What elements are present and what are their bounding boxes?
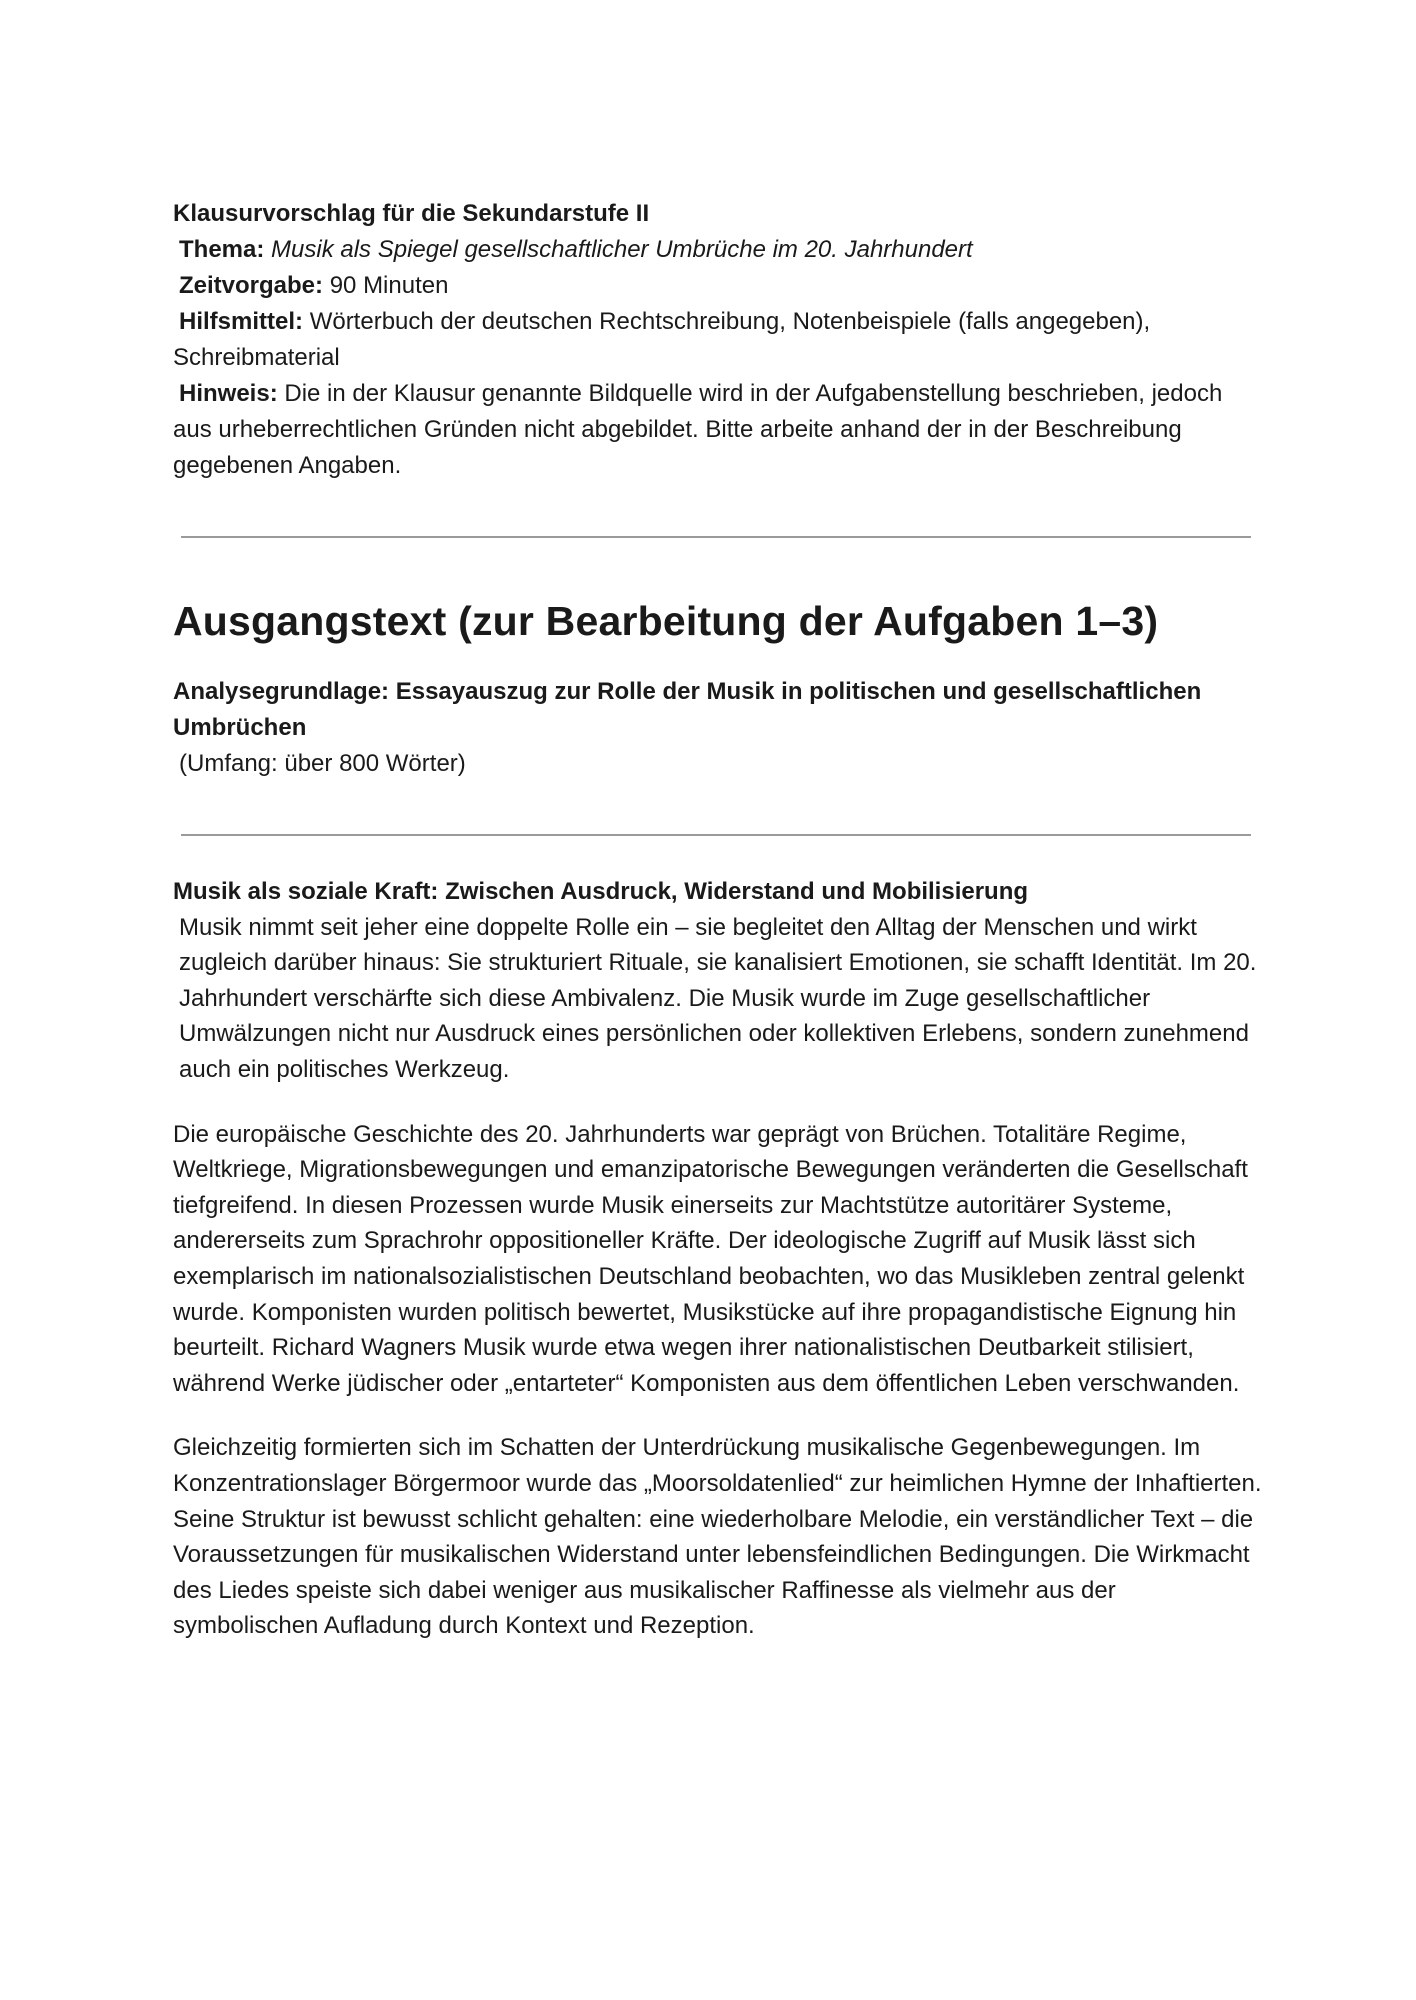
- essay-paragraph-3: Gleichzeitig formierten sich im Schatten der Unterdrückung musikalische Gegenbewegungen. Im Konzentrationslager Börgermoor wurde das „Moorsoldatenlied“ zur heimlichen Hymne der Inhaftierten. Seine Struktur ist bewusst schlicht gehalten: eine wiederholbare Melodie, ein verständlicher Text – die Voraussetzungen für musikalischen Widerstand unter lebensfeindlichen Bedingungen. Die Wirkmacht des Liedes speiste sich dabei weniger aus musikalischer Raffinesse als vielmehr aus der symbolischen Aufladung durch Kontext und Rezeption.: [173, 1434, 1262, 1640]
- umfang-note: (Umfang: über 800 Wörter): [179, 750, 466, 777]
- exam-header: [173, 196, 1263, 484]
- essay-paragraph-1: Musik nimmt seit jeher eine doppelte Rolle ein – sie begleitet den Alltag der Menschen und wirkt zugleich darüber hinaus: Sie strukturiert Rituale, sie kanalisiert Emotionen, sie schafft Identität. Im 20. Jahrhundert verschärfte sich diese Ambivalenz. Die Musik wurde im Zuge gesellschaftlicher Umwälzungen nicht nur Ausdruck eines persönlichen oder kollektiven Erlebens, sondern zunehmend auch ein politisches Werkzeug.: [179, 913, 1257, 1083]
- essay-title: Musik als soziale Kraft: Zwischen Ausdruck, Widerstand und Mobilisierung: [173, 878, 1029, 905]
- hinweis-line: [173, 376, 1263, 484]
- hilfsmittel-line: [173, 304, 1263, 376]
- thema-line: [173, 232, 1263, 268]
- hinweis-label: Hinweis:: [179, 380, 278, 407]
- essay-body: [173, 874, 1263, 1644]
- analyse-block: [173, 674, 1263, 782]
- exam-title: Klausurvorschlag für die Sekundarstufe II: [173, 200, 650, 227]
- thema-value: Musik als Spiegel gesellschaftlicher Umbrüche im 20. Jahrhundert: [271, 236, 973, 263]
- zeit-label: Zeitvorgabe:: [179, 272, 324, 299]
- hilfsmittel-label: Hilfsmittel:: [179, 308, 304, 335]
- zeit-line: [173, 268, 1263, 304]
- document-page: [173, 196, 1263, 1644]
- hinweis-value: Die in der Klausur genannte Bildquelle wird in der Aufgabenstellung beschrieben, jedoch aus urheberrechtlichen Gründen nicht abgebildet. Bitte arbeite anhand der in der Beschreibung gegebenen Angaben.: [173, 380, 1223, 479]
- hilfsmittel-value: Wörterbuch der deutschen Rechtschreibung, Notenbeispiele (falls angegeben), Schreibmaterial: [173, 308, 1151, 371]
- zeit-value: 90 Minuten: [329, 272, 449, 299]
- essay-paragraph-2: Die europäische Geschichte des 20. Jahrhunderts war geprägt von Brüchen. Totalitäre Regime, Weltkriege, Migrationsbewegungen und emanzipatorische Bewegungen veränderten die Gesellschaft tiefgreifend. In diesen Prozessen wurde Musik einerseits zur Machtstütze autoritärer Systeme, andererseits zum Sprachrohr oppositioneller Kräfte. Der ideologische Zugriff auf Musik lässt sich exemplarisch im nationalsozialistischen Deutschland beobachten, wo das Musikleben zentral gelenkt wurde. Komponisten wurden politisch bewertet, Musikstücke auf ihre propagandistische Eignung hin beurteilt. Richard Wagners Musik wurde etwa wegen ihrer nationalistischen Deutbarkeit stilisiert, während Werke jüdischer oder „entarteter“ Komponisten aus dem öffentlichen Leben verschwanden.: [173, 1120, 1248, 1397]
- thema-label: Thema:: [179, 236, 265, 263]
- analyse-title: Analysegrundlage: Essayauszug zur Rolle der Musik in politischen und gesellschaftlichen Umbrüchen: [173, 678, 1202, 741]
- section-heading: Ausgangstext (zur Bearbeitung der Aufgaben 1–3): [173, 598, 1159, 644]
